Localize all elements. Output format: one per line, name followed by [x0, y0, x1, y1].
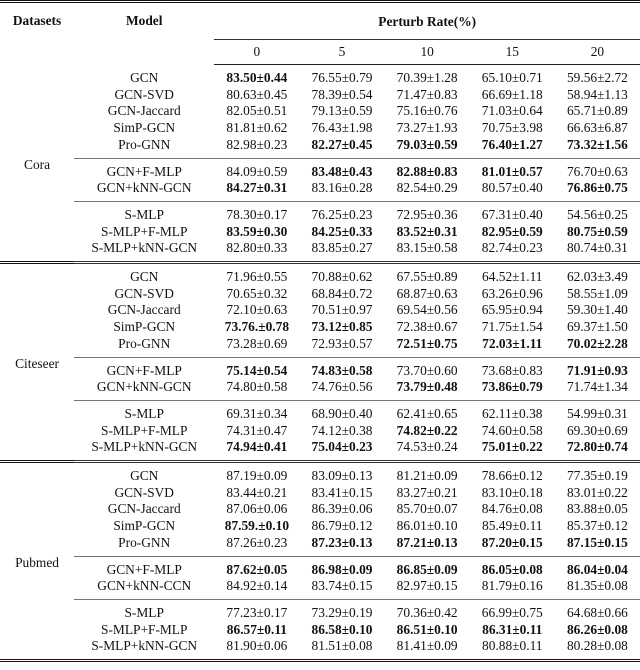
value-cell: 58.94±1.13 — [566, 86, 628, 102]
model-name: S-MLP+kNN-GCN — [74, 638, 214, 660]
value-cell: 73.76.±0.78 — [224, 319, 290, 335]
value-cell: 74.76±0.56 — [311, 379, 373, 395]
model-name: GCN-SVD — [114, 484, 174, 500]
value-cell: 83.50±0.44 — [226, 70, 288, 85]
value-cell: 67.31±0.40 — [470, 201, 555, 223]
value-cell: 74.31±0.47 — [226, 422, 288, 438]
value-cell: 81.01±0.57 — [470, 158, 555, 180]
value-cell: 72.03±1.11 — [482, 335, 543, 351]
value-cell: 70.36±0.42 — [385, 599, 470, 621]
value-cell: 83.44±0.21 — [226, 484, 288, 500]
table-row — [0, 180, 640, 201]
header-datasets: Datasets — [12, 13, 62, 28]
value-cell: 87.21±0.13 — [396, 534, 458, 550]
model-name: GCN — [130, 269, 159, 285]
value-cell: 62.03±3.49 — [566, 269, 628, 285]
value-cell: 72.80±0.74 — [566, 439, 628, 455]
value-cell: 78.30±0.17 — [214, 201, 299, 223]
model-name: SimP-GCN — [113, 518, 176, 534]
value-cell: 73.29±0.19 — [299, 599, 384, 621]
value-cell: 66.69±1.18 — [481, 86, 543, 102]
value-cell: 62.41±0.65 — [385, 400, 470, 422]
table-row — [0, 599, 640, 621]
value-cell: 69.30±0.69 — [566, 422, 628, 438]
header-rate-10: 10 — [385, 40, 470, 65]
model-name: S-MLP+kNN-GCN — [91, 240, 198, 256]
model-name: GCN-SVD — [114, 86, 174, 102]
value-cell: 76.70±0.63 — [555, 158, 640, 180]
model-name: S-MLP — [74, 201, 214, 223]
model-name: SimP-GCN — [113, 319, 176, 335]
value-cell: 85.49±0.11 — [482, 518, 543, 534]
value-cell: 86.58±0.10 — [311, 621, 373, 637]
value-cell: 86.39±0.06 — [311, 501, 373, 517]
table-row — [0, 423, 640, 440]
value-cell: 84.27±0.31 — [226, 180, 288, 196]
value-cell: 73.12±0.85 — [311, 319, 373, 335]
value-cell: 83.48±0.43 — [299, 158, 384, 180]
value-cell: 81.35±0.08 — [566, 578, 628, 594]
value-cell: 59.56±2.72 — [566, 70, 628, 85]
value-cell: 80.63±0.45 — [226, 86, 288, 102]
value-cell: 81.90±0.06 — [214, 638, 299, 660]
value-cell: 73.86±0.79 — [481, 379, 543, 395]
value-cell: 81.41±0.09 — [385, 638, 470, 660]
value-cell: 72.38±0.67 — [396, 319, 458, 335]
value-cell: 82.98±0.23 — [226, 136, 288, 152]
table-row — [0, 535, 640, 556]
header-rate-20: 20 — [555, 40, 640, 65]
value-cell: 69.37±1.50 — [566, 319, 628, 335]
value-cell: 64.52±1.11 — [482, 269, 543, 285]
value-cell: 83.52±0.31 — [396, 223, 458, 239]
value-cell: 74.60±0.58 — [481, 422, 543, 438]
value-cell: 87.23±0.13 — [311, 534, 373, 550]
value-cell: 68.84±0.72 — [311, 285, 373, 301]
table-row — [0, 263, 640, 286]
value-cell: 80.74±0.31 — [566, 240, 628, 256]
model-name: GCN+kNN-CCN — [97, 578, 192, 594]
table-row — [0, 439, 640, 461]
value-cell: 59.30±1.40 — [566, 302, 628, 318]
table-row — [0, 302, 640, 319]
value-cell: 73.70±0.60 — [385, 357, 470, 379]
table-row — [0, 638, 640, 660]
value-cell: 72.51±0.75 — [396, 335, 458, 351]
model-name: GCN+kNN-GCN — [96, 180, 192, 196]
table-row — [0, 518, 640, 535]
value-cell: 85.37±0.12 — [566, 518, 628, 534]
value-cell: 77.35±0.19 — [566, 468, 628, 484]
value-cell: 80.57±0.40 — [481, 180, 543, 196]
value-cell: 86.05±0.08 — [470, 556, 555, 578]
value-cell: 79.13±0.59 — [311, 103, 373, 119]
value-cell: 86.04±0.04 — [555, 556, 640, 578]
model-name: GCN-Jaccard — [107, 302, 181, 318]
header-rate-0: 0 — [214, 40, 299, 65]
value-cell: 73.27±1.93 — [396, 120, 458, 136]
table-row — [0, 622, 640, 639]
header-rate-5: 5 — [299, 40, 384, 65]
model-name: GCN — [130, 468, 159, 484]
value-cell: 54.56±0.25 — [555, 201, 640, 223]
value-cell: 74.94±0.41 — [226, 439, 288, 455]
model-name: S-MLP — [74, 400, 214, 422]
value-cell: 68.87±0.63 — [396, 285, 458, 301]
table-row — [0, 357, 640, 379]
value-cell: 83.88±0.05 — [566, 501, 628, 517]
model-name: S-MLP — [74, 599, 214, 621]
value-cell: 86.31±0.11 — [482, 621, 543, 637]
value-cell: 81.81±0.62 — [226, 120, 288, 136]
value-cell: 82.97±0.15 — [396, 578, 458, 594]
value-cell: 65.95±0.94 — [481, 302, 543, 318]
table-body — [0, 65, 640, 661]
value-cell: 68.90±0.40 — [299, 400, 384, 422]
value-cell: 74.82±0.22 — [396, 422, 458, 438]
value-cell: 73.68±0.83 — [470, 357, 555, 379]
value-cell: 86.26±0.08 — [566, 621, 628, 637]
model-name: GCN-Jaccard — [107, 501, 181, 517]
value-cell: 83.59±0.30 — [226, 223, 288, 239]
table-row — [0, 240, 640, 262]
model-name: GCN+F-MLP — [74, 556, 214, 578]
value-cell: 83.15±0.58 — [396, 240, 458, 256]
value-cell: 58.55±1.09 — [566, 285, 628, 301]
value-cell: 74.80±0.58 — [226, 379, 288, 395]
model-name: Pro-GNN — [118, 534, 171, 550]
value-cell: 78.39±0.54 — [311, 86, 373, 102]
value-cell: 87.26±0.23 — [226, 534, 288, 550]
value-cell: 84.09±0.59 — [214, 158, 299, 180]
value-cell: 84.25±0.33 — [311, 223, 373, 239]
value-cell: 83.41±0.15 — [311, 484, 373, 500]
value-cell: 76.25±0.23 — [299, 201, 384, 223]
value-cell: 85.70±0.07 — [396, 501, 458, 517]
value-cell: 83.10±0.18 — [481, 484, 543, 500]
value-cell: 70.75±3.98 — [481, 120, 543, 136]
value-cell: 80.28±0.08 — [555, 638, 640, 660]
value-cell: 76.55±0.79 — [311, 70, 373, 85]
value-cell: 65.10±0.71 — [481, 70, 543, 85]
table-row — [0, 336, 640, 357]
value-cell: 70.02±2.28 — [566, 335, 628, 351]
model-name: Pro-GNN — [118, 136, 171, 152]
value-cell: 73.32±1.56 — [566, 136, 628, 152]
value-cell: 82.95±0.59 — [481, 223, 543, 239]
value-cell: 65.71±0.89 — [566, 103, 628, 119]
value-cell: 75.14±0.54 — [214, 357, 299, 379]
value-cell: 84.92±0.14 — [226, 578, 288, 594]
model-name: GCN-SVD — [114, 285, 174, 301]
value-cell: 83.85±0.27 — [311, 240, 373, 256]
dataset-name: Cora — [0, 65, 74, 263]
table-row — [0, 485, 640, 502]
value-cell: 86.85±0.09 — [385, 556, 470, 578]
value-cell: 81.21±0.09 — [396, 468, 458, 484]
value-cell: 80.88±0.11 — [470, 638, 555, 660]
model-name: Pro-GNN — [118, 335, 171, 351]
dataset-name: Pubmed — [0, 462, 74, 661]
value-cell: 82.88±0.83 — [385, 158, 470, 180]
value-cell: 81.79±0.16 — [481, 578, 543, 594]
header-row-1 — [0, 2, 640, 40]
value-cell: 83.16±0.28 — [311, 180, 373, 196]
table-row — [0, 120, 640, 137]
value-cell: 86.79±0.12 — [311, 518, 373, 534]
model-name: S-MLP+F-MLP — [101, 621, 188, 637]
value-cell: 78.66±0.12 — [481, 468, 543, 484]
table-row — [0, 224, 640, 241]
table-row — [0, 103, 640, 120]
model-name: GCN+kNN-GCN — [96, 379, 192, 395]
value-cell: 72.95±0.36 — [385, 201, 470, 223]
table-row — [0, 87, 640, 104]
value-cell: 87.06±0.06 — [226, 501, 288, 517]
value-cell: 54.99±0.31 — [555, 400, 640, 422]
value-cell: 87.19±0.09 — [226, 468, 288, 484]
model-name: S-MLP+kNN-GCN — [91, 439, 198, 455]
value-cell: 76.40±1.27 — [481, 136, 543, 152]
model-name: GCN-Jaccard — [107, 103, 181, 119]
value-cell: 64.68±0.66 — [555, 599, 640, 621]
table-row — [0, 556, 640, 578]
value-cell: 74.83±0.58 — [299, 357, 384, 379]
value-cell: 66.63±6.87 — [566, 120, 628, 136]
table-row — [0, 501, 640, 518]
value-cell: 72.93±0.57 — [311, 335, 373, 351]
value-cell: 75.01±0.22 — [481, 439, 543, 455]
header-model: Model — [125, 13, 163, 28]
value-cell: 77.23±0.17 — [214, 599, 299, 621]
value-cell: 82.74±0.23 — [481, 240, 543, 256]
value-cell: 83.27±0.21 — [396, 484, 458, 500]
value-cell: 75.04±0.23 — [311, 439, 373, 455]
table-row — [0, 158, 640, 180]
value-cell: 67.55±0.89 — [396, 269, 458, 285]
value-cell: 82.54±0.29 — [396, 180, 458, 196]
value-cell: 87.62±0.05 — [214, 556, 299, 578]
dataset-name: Citeseer — [0, 263, 74, 462]
value-cell: 74.12±0.38 — [311, 422, 373, 438]
value-cell: 62.11±0.38 — [470, 400, 555, 422]
value-cell: 86.57±0.11 — [226, 621, 287, 637]
value-cell: 71.47±0.83 — [396, 86, 458, 102]
value-cell: 70.39±1.28 — [396, 70, 458, 85]
table-row — [0, 286, 640, 303]
value-cell: 71.96±0.55 — [226, 269, 288, 285]
model-name: GCN+F-MLP — [74, 357, 214, 379]
model-name: GCN — [130, 69, 159, 85]
value-cell: 86.51±0.10 — [396, 621, 458, 637]
table-row — [0, 462, 640, 485]
value-cell: 70.65±0.32 — [226, 285, 288, 301]
value-cell: 63.26±0.96 — [481, 285, 543, 301]
value-cell: 70.88±0.62 — [311, 269, 373, 285]
table-row — [0, 578, 640, 599]
model-name: SimP-GCN — [113, 120, 176, 136]
value-cell: 69.31±0.34 — [214, 400, 299, 422]
header-rate-15: 15 — [470, 40, 555, 65]
value-cell: 71.74±1.34 — [566, 379, 628, 395]
value-cell: 84.76±0.08 — [481, 501, 543, 517]
value-cell: 87.15±0.15 — [566, 534, 628, 550]
value-cell: 79.03±0.59 — [396, 136, 458, 152]
value-cell: 87.20±0.15 — [481, 534, 543, 550]
table-row — [0, 379, 640, 400]
value-cell: 72.10±0.63 — [226, 302, 288, 318]
value-cell: 74.53±0.24 — [396, 439, 458, 455]
value-cell: 71.75±1.54 — [481, 319, 543, 335]
table-row — [0, 65, 640, 87]
value-cell: 80.75±0.59 — [566, 223, 628, 239]
value-cell: 86.01±0.10 — [396, 518, 458, 534]
value-cell: 75.16±0.76 — [396, 103, 458, 119]
value-cell: 70.51±0.97 — [311, 302, 373, 318]
model-name: S-MLP+F-MLP — [101, 422, 188, 438]
value-cell: 71.03±0.64 — [481, 103, 543, 119]
value-cell: 76.43±1.98 — [311, 120, 373, 136]
value-cell: 82.05±0.51 — [226, 103, 288, 119]
value-cell: 87.59.±0.10 — [224, 518, 290, 534]
value-cell: 82.80±0.33 — [226, 240, 288, 256]
table-row — [0, 201, 640, 223]
value-cell: 69.54±0.56 — [396, 302, 458, 318]
value-cell: 82.27±0.45 — [311, 136, 373, 152]
value-cell: 66.99±0.75 — [470, 599, 555, 621]
header-perturb-rate: Perturb Rate(%) — [214, 2, 640, 40]
value-cell: 71.91±0.93 — [555, 357, 640, 379]
table-row — [0, 319, 640, 336]
value-cell: 76.86±0.75 — [566, 180, 628, 196]
value-cell: 81.51±0.08 — [299, 638, 384, 660]
value-cell: 83.01±0.22 — [566, 484, 628, 500]
model-name: S-MLP+F-MLP — [101, 223, 188, 239]
value-cell: 86.98±0.09 — [299, 556, 384, 578]
value-cell: 83.09±0.13 — [311, 468, 373, 484]
table-row — [0, 400, 640, 422]
value-cell: 73.79±0.48 — [396, 379, 458, 395]
model-name: GCN+F-MLP — [74, 158, 214, 180]
value-cell: 73.28±0.69 — [226, 335, 288, 351]
table-row — [0, 137, 640, 158]
value-cell: 83.74±0.15 — [311, 578, 373, 594]
